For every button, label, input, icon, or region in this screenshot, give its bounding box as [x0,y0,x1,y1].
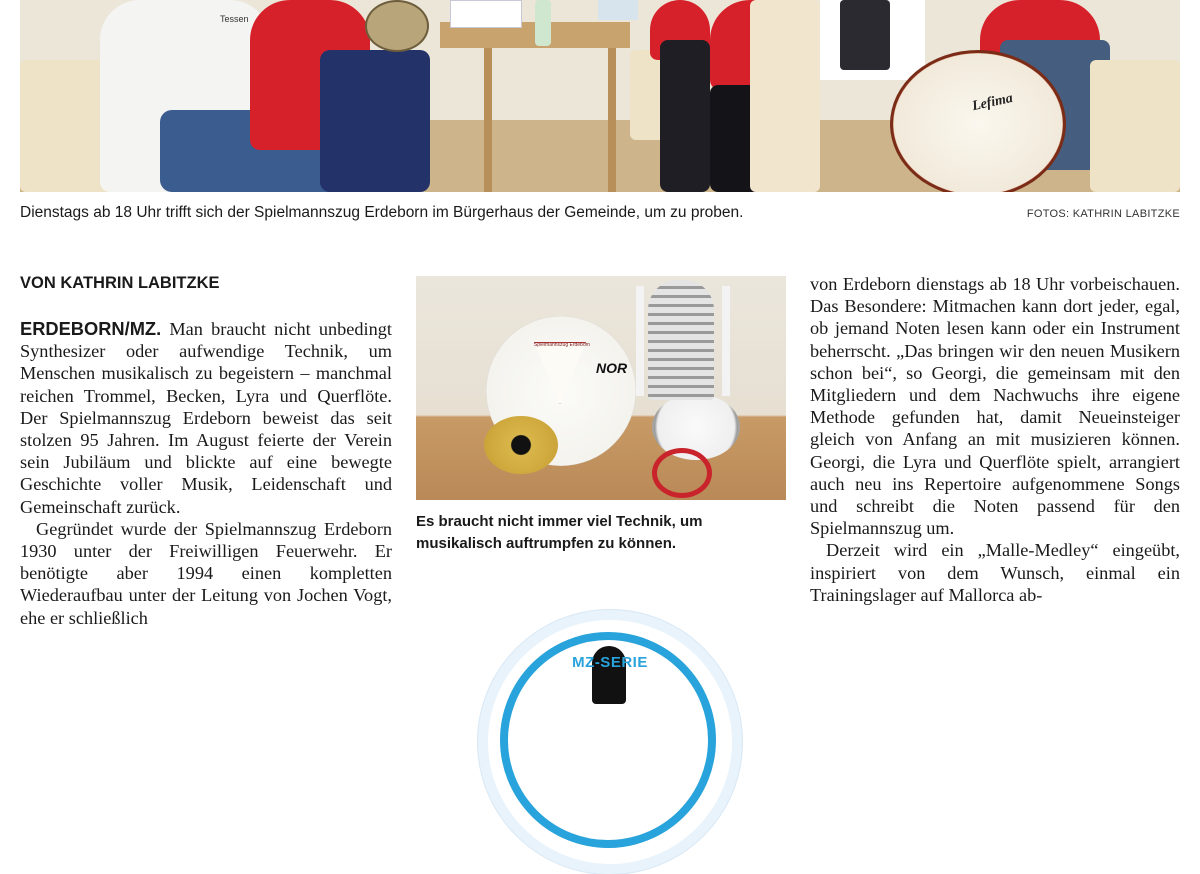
bass-drum-icon [890,50,1066,192]
drum-brand: NOR [596,360,628,376]
papers [598,0,638,20]
article-paragraph: Derzeit wird ein „Malle-Medley“ eingeübt, inspiriert von dem Wunsch, einmal ein Trainingslager auf Mallorca ab- [810,540,1180,605]
article-paragraph [20,318,392,518]
top-photo-caption: Dienstags ab 18 Uhr trifft sich der Spielmannszug Erdeborn im Bürgerhaus der Gemeinde, um zu proben. [20,204,744,221]
dateline: ERDEBORN/MZ. [20,318,162,339]
photo-chair [750,0,820,192]
photo-table-leg [484,48,492,192]
photo-chair [1090,60,1180,192]
paragraph-text: Man braucht nicht unbedingt Synthesizer oder aufwendige Technik, um Menschen musikalisch zu begeistern – manchmal reichen Trommel, Becken, Lyra und Querflöte. Der Spielmannszug Erdeborn beweist das seit stolzen 95 Jahren. Im August feierte der Verein sein Jubiläum und blickte auf eine bewegte Geschichte voller Musik, Leidenschaft und Gemeinschaft zurück. [20,319,392,517]
tambourine-icon [652,448,712,498]
shirt-print: Tessen [220,14,249,24]
tassel-icon [722,286,730,396]
vase-icon [535,0,551,46]
photo-person-dark-pants [320,50,430,192]
article-column-left [20,318,392,629]
photo-table-leg [608,48,616,192]
article-paragraph: von Erdeborn dienstags ab 18 Uhr vorbeischauen. Das Besondere: Mitmachen kann dort jeder, egal, ob jemand Noten lesen kann oder ein Instrument beherrscht. „Das bringen wir den neuen Musikern schon bei“, so Georgi, die gemeinsam mit den Mitgliedern und dem Nachwuchs ihre eigene Methode gefunden hat, damit Neueinsteiger gleich von Anfang an mit musizieren können. Georgi, die Lyra und Querflöte spielt, arrangiert auch neu ins Repertoire aufgenommene Songs und schreibt die Noten passend für den Spielmannszug um. [810,274,1180,539]
byline: VON KATHRIN LABITZKE [20,274,220,292]
top-photo [20,0,1180,192]
instruments-photo [416,276,786,500]
pennant-text: Spielmannszug Erdeborn [533,342,591,348]
instruments-photo-caption: Es braucht nicht immer viel Technik, um musikalisch auftrumpfen zu können. [416,513,703,552]
tassel-icon [636,286,644,396]
cymbal-icon [484,416,558,474]
series-badge-label: MZ-SERIE [572,654,648,671]
lyra-icon [648,280,714,400]
lyra-icon [365,0,429,52]
sheet-music [450,0,522,28]
article-column-right [810,273,1180,606]
photo-person-dark-legs [660,40,710,192]
photo-credit: FOTOS: KATHRIN LABITZKE [1026,208,1180,220]
photo-person-legs [840,0,890,70]
drum-brand: Lefima [970,90,1015,115]
series-badge [478,610,742,874]
article-paragraph: Gegründet wurde der Spielmannszug Erdeborn 1930 unter der Freiwilligen Feuerwehr. Er benötigte aber 1994 einen kompletten Wiederaufbau unter der Leitung von Jochen Vogt, ehe er schließlich [20,518,392,628]
